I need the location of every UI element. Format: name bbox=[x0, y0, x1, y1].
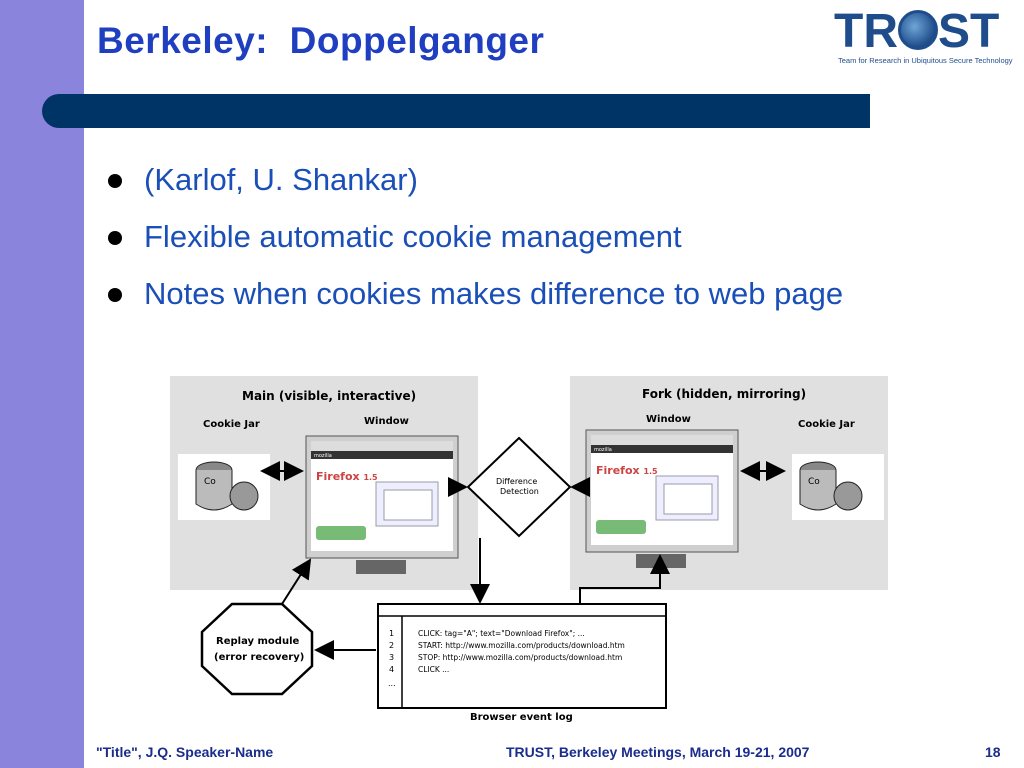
title-underline-bar bbox=[42, 94, 870, 128]
main-window-monitor bbox=[306, 436, 458, 574]
page-number: 18 bbox=[985, 744, 1001, 760]
bullet-dot-icon bbox=[108, 231, 122, 245]
main-panel-label: Main (visible, interactive) bbox=[242, 389, 417, 403]
firefox-brand-right: Firefox 1.5 bbox=[596, 464, 658, 477]
difference-label-1: Difference bbox=[496, 477, 538, 486]
event-log-caption: Browser event log bbox=[470, 712, 573, 723]
footer-presenter: "Title", J.Q. Speaker-Name bbox=[96, 744, 274, 760]
jar-label-left: Co bbox=[204, 477, 216, 487]
bullet-item bbox=[104, 215, 984, 259]
difference-label-2: Detection bbox=[500, 487, 539, 496]
log-line-number: 4 bbox=[389, 665, 395, 674]
bullet-dot-icon bbox=[108, 174, 122, 188]
site-name-left: mozilla bbox=[314, 453, 332, 459]
bullet-list bbox=[104, 158, 984, 329]
log-entry: CLICK ... bbox=[418, 665, 450, 674]
cookie-jar-right-label: Cookie Jar bbox=[798, 419, 855, 430]
bullet-text: (Karlof, U. Shankar) bbox=[144, 162, 418, 197]
replay-label-1: Replay module bbox=[216, 636, 300, 647]
cookie-jar-right-icon bbox=[792, 454, 884, 520]
footer-event: TRUST, Berkeley Meetings, March 19-21, 2007 bbox=[506, 744, 810, 760]
log-line-number: ... bbox=[388, 679, 396, 688]
log-line-number: 2 bbox=[389, 641, 395, 650]
window-right-label: Window bbox=[646, 414, 691, 425]
bullet-text: Notes when cookies makes difference to web page bbox=[144, 276, 844, 311]
fork-panel-label: Fork (hidden, mirroring) bbox=[642, 387, 807, 401]
replay-label-2: (error recovery) bbox=[214, 652, 305, 663]
cookie-jar-left-label: Cookie Jar bbox=[203, 419, 260, 430]
bullet-text: Flexible automatic cookie management bbox=[144, 219, 682, 254]
log-line-number: 3 bbox=[389, 653, 395, 662]
slide-title: Berkeley: Doppelganger bbox=[97, 20, 545, 61]
logo-tagline: Team for Research in Ubiquitous Secure Technology bbox=[838, 56, 1013, 65]
bullet-item bbox=[104, 158, 984, 202]
log-line-number: 1 bbox=[389, 629, 395, 638]
log-entry: CLICK: tag="A"; text="Download Firefox"; ... bbox=[418, 629, 585, 638]
doppelganger-diagram bbox=[170, 374, 890, 734]
globe-icon bbox=[898, 10, 938, 50]
log-entry: STOP: http://www.mozilla.com/products/download.htm bbox=[418, 653, 623, 662]
window-left-label: Window bbox=[364, 416, 409, 427]
trust-logo-wordmark bbox=[834, 6, 999, 58]
jar-label-right: Co bbox=[808, 477, 820, 487]
site-name-right: mozilla bbox=[594, 447, 612, 453]
logo-text-st: ST bbox=[937, 5, 1000, 58]
bullet-dot-icon bbox=[108, 288, 122, 302]
trust-logo bbox=[830, 6, 1012, 68]
replay-module-node bbox=[202, 604, 312, 694]
firefox-brand-left: Firefox 1.5 bbox=[316, 470, 378, 483]
browser-event-log bbox=[378, 604, 666, 708]
cookie-jar-left-icon bbox=[178, 454, 270, 520]
logo-text-tr: TR bbox=[834, 5, 898, 58]
log-entry: START: http://www.mozilla.com/products/download.htm bbox=[418, 641, 625, 650]
bullet-item bbox=[104, 272, 984, 316]
fork-window-monitor bbox=[586, 430, 738, 568]
